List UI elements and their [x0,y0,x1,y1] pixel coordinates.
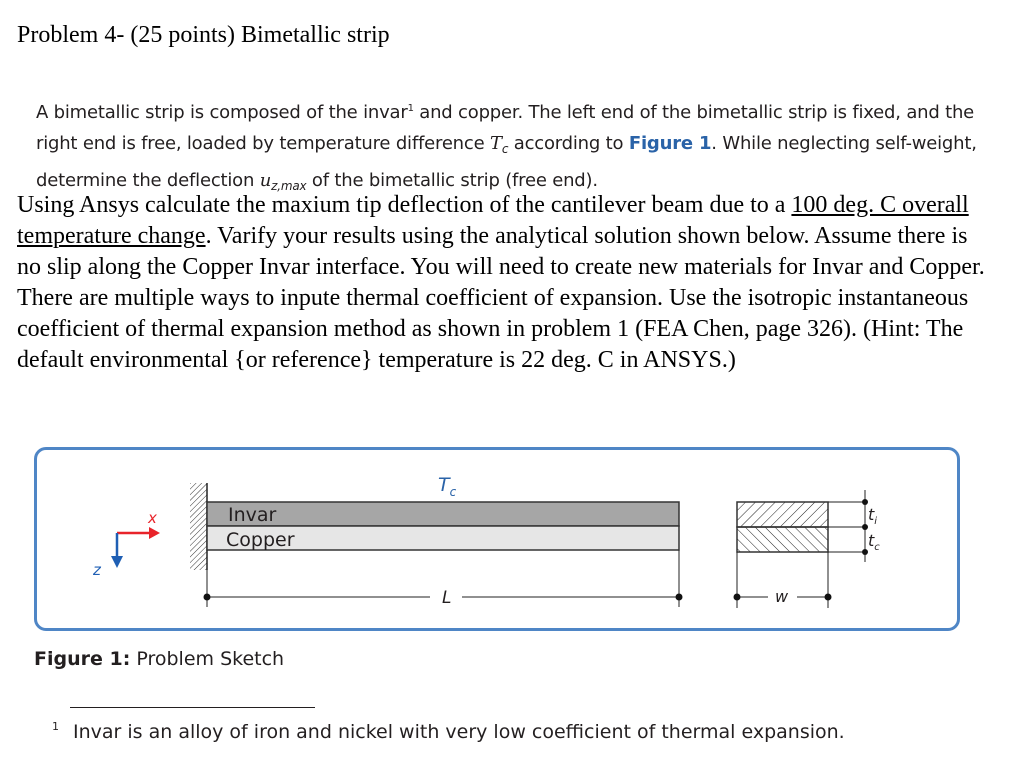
x-axis-arrowhead [149,527,160,539]
intro-part2: and copper. The left end of the bimetallic strip is fixed, and the right end is free, loaded by temperature difference [36,102,975,154]
ti-label: $t_i$ [868,505,878,527]
u-symbol: u [259,170,272,191]
tc-temperature-label: $T_c$ [438,474,457,499]
length-dimension [204,550,683,608]
instructions-part2: . Varify your results using the analytical solution shown below. Assume there is no slip along the Copper Invar interface. You will need to create new materials for Invar and Copper. There are multiple ways to inpute thermal coefficient of expansion. Use the isotropic instantaneous coefficient of thermal expansion method as shown in problem 1 (FEA Chen, page 326). (Hint: The default environmental {or reference} temperature is 22 deg. C in ANSYS.) [17,223,985,373]
width-label: w [775,587,789,606]
length-label: L [442,588,452,608]
footnote-text: Invar is an alloy of iron and nickel with very low coefficient of thermal expansion. [73,721,845,743]
tc-symbol: T [490,133,502,154]
intro-part1: A bimetallic strip is composed of the invar [36,102,408,123]
temperature-change: 100 deg. C overall temperature change [17,192,969,249]
copper-label: Copper [226,529,295,551]
figure-link[interactable]: Figure 1 [628,133,712,154]
copper-section [737,527,828,552]
instructions-part1: Using Ansys calculate the maxium tip deflection of the cantilever beam due to a [17,192,792,218]
caption-label: Figure 1: [34,648,131,670]
footnote-divider [70,707,315,708]
fixed-support [190,483,207,570]
footnote-ref: 1 [407,103,414,114]
intro-part3: according to [508,133,629,154]
footnote-number: 1 [52,720,59,733]
z-axis-label: z [93,561,101,579]
intro-part5: of the bimetallic strip (free end). [306,170,598,191]
x-axis-label: x [148,509,157,527]
caption-text: Problem Sketch [130,648,285,670]
z-axis-arrowhead [111,556,123,568]
figure-caption [34,648,284,670]
u-subscript: z,max [271,179,307,193]
tc-subscript: c [501,142,509,156]
footnote [52,720,845,743]
cross-section [734,490,881,608]
invar-layer [207,502,679,526]
invar-section [737,502,828,527]
axis-triad [92,509,160,579]
invar-label: Invar [228,504,277,526]
problem-title: Problem 4- (25 points) Bimetallic strip [17,22,390,48]
tc-thickness-label: $t_c$ [868,531,880,553]
intro-part4: . While neglecting self-weight, determine the deflection [36,133,977,191]
